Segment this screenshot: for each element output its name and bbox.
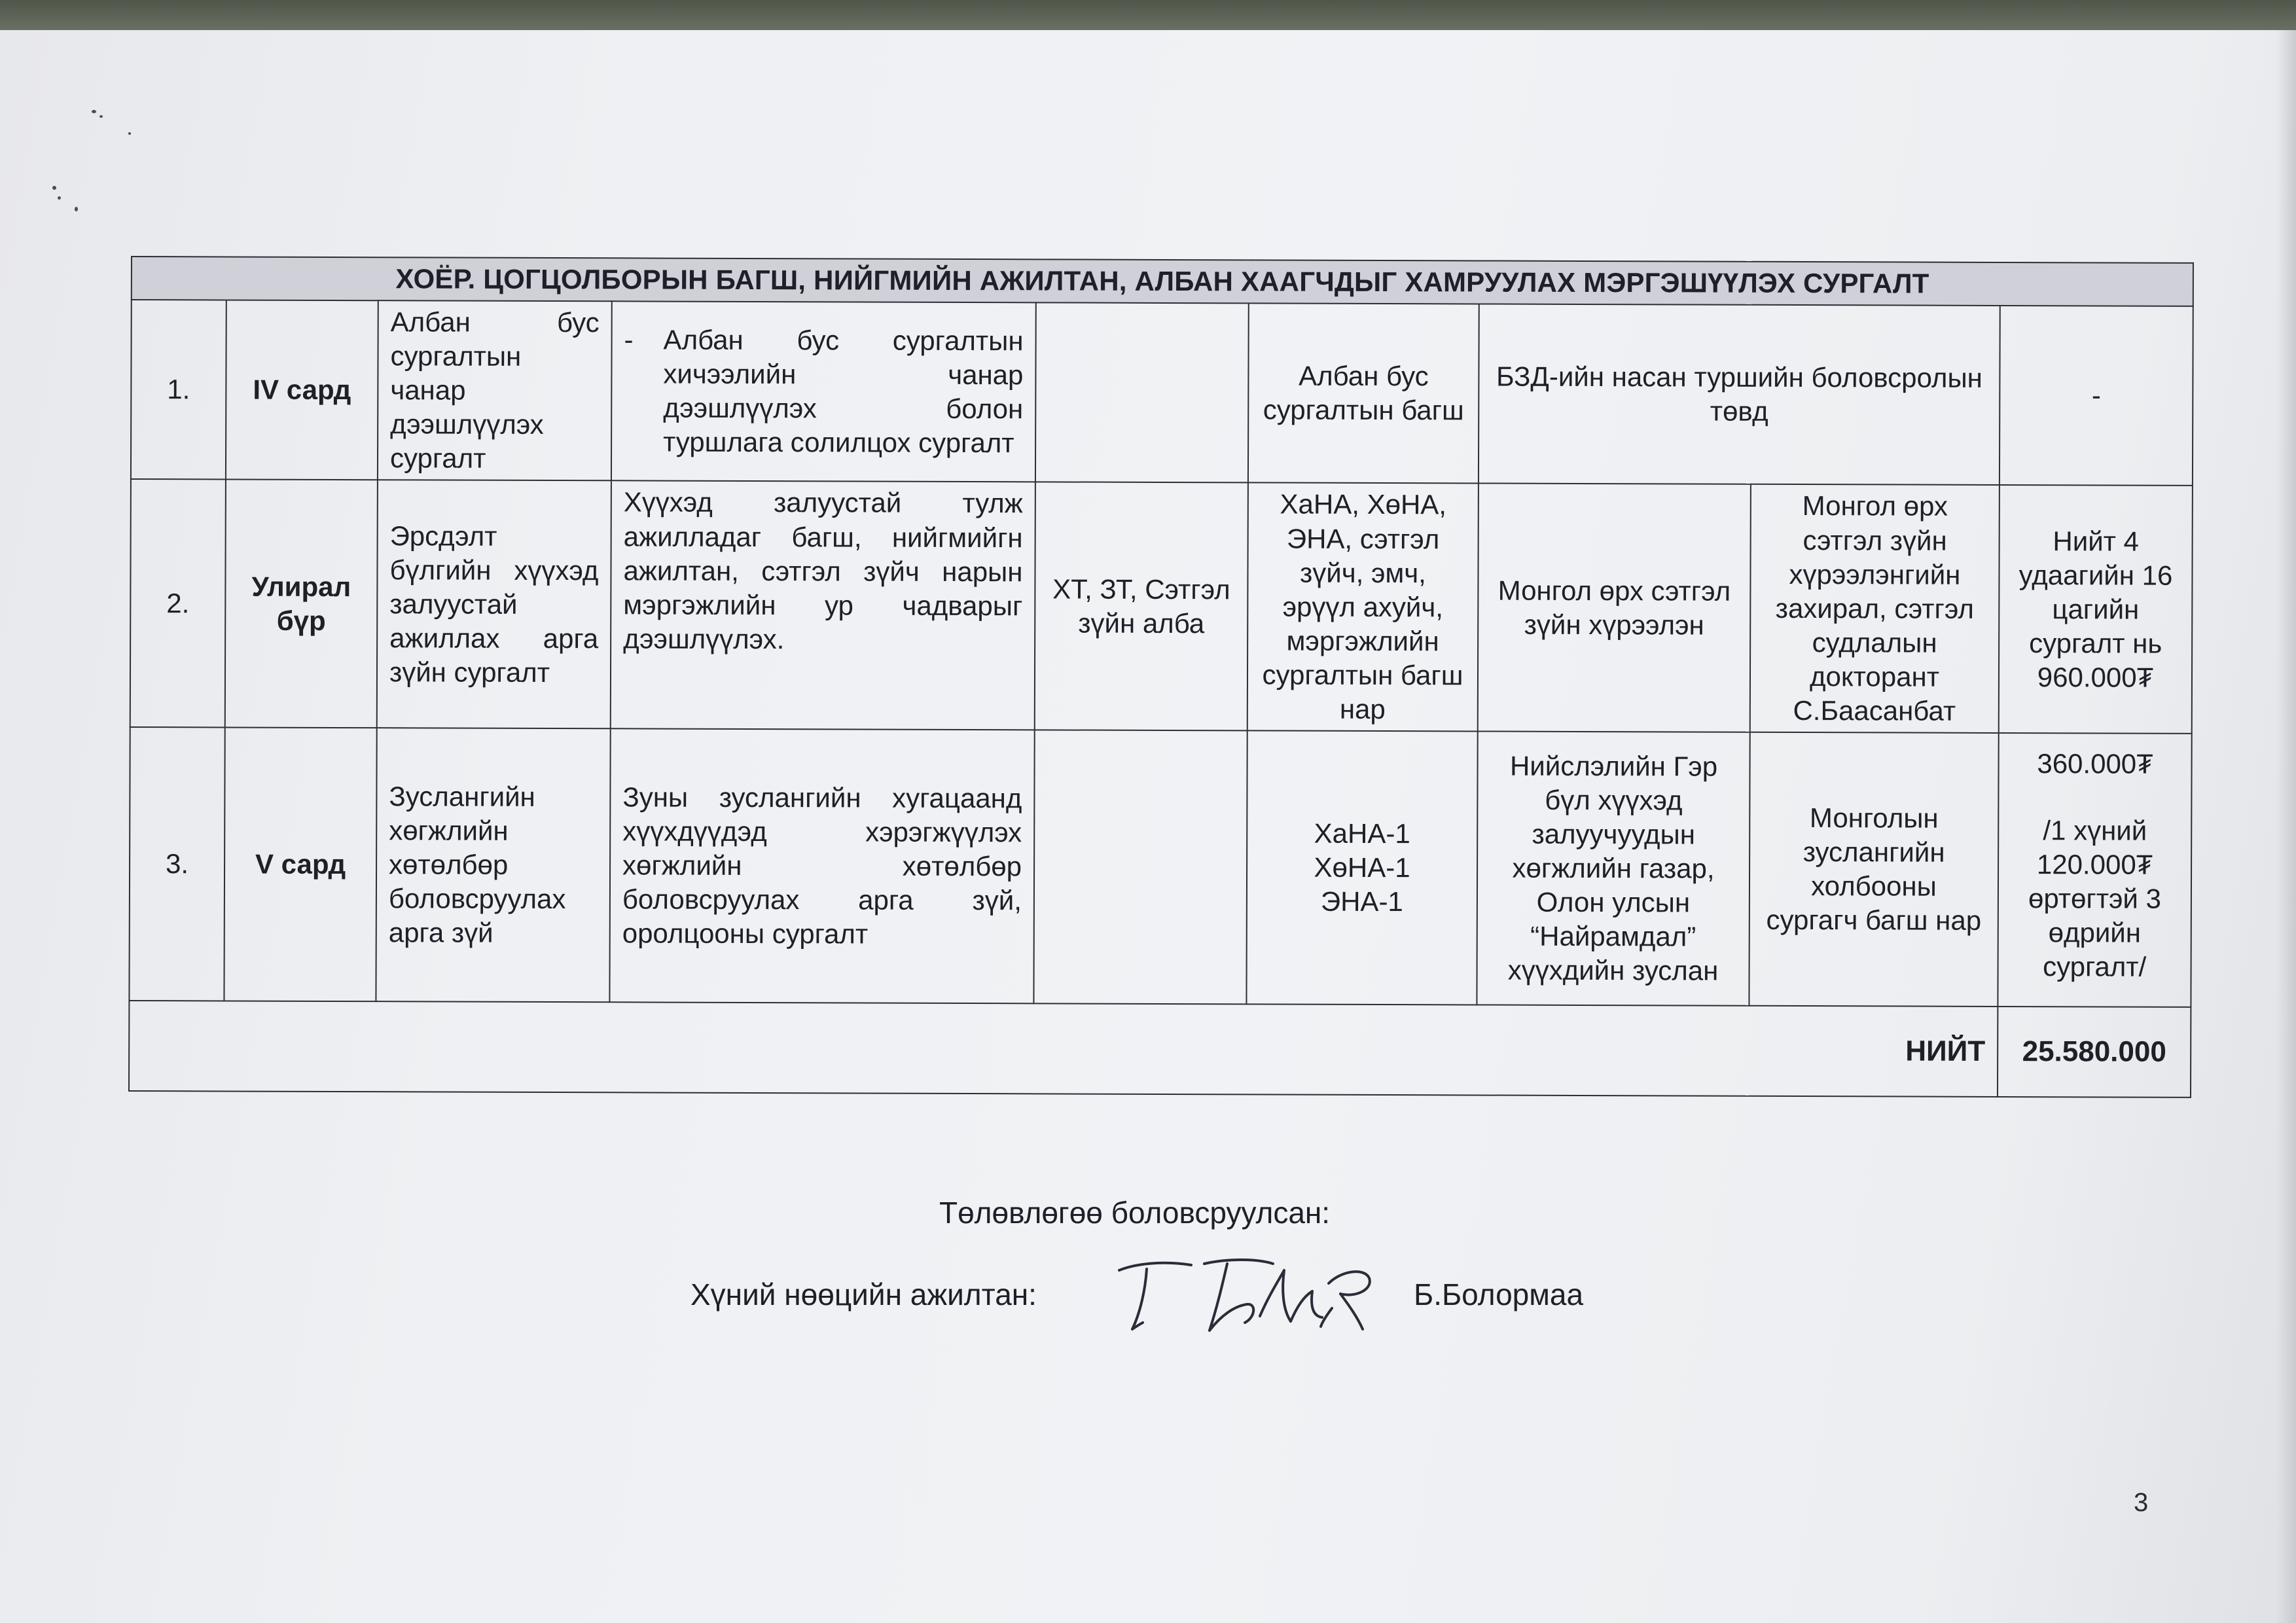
row-trainer: Монголын зуслангийн холбооны сургагч багш нар [1749, 732, 1998, 1007]
page-number: 3 [2134, 1488, 2149, 1517]
row-cost: Нийт 4 удаагийн 16 цагийн сургалт нь 960.000₮ [1999, 485, 2193, 733]
section-header-row [132, 257, 2193, 306]
document-page [0, 30, 2296, 1623]
row-location: Нийслэлийн Гэр бүл хүүхэд залуучуудын хөгжлийн газар, Олон улсын “Найрамдал” хүүхдийн зуслан [1477, 731, 1749, 1005]
row-number: 1. [131, 300, 226, 480]
section-title: ХОЁР. ЦОГЦОЛБОРЫН БАГШ, НИЙГМИЙН АЖИЛТАН, АЛБАН ХААГЧДЫГ ХАМРУУЛАХ МЭРГЭШҮҮЛЭХ СУРГАЛТ [132, 257, 2193, 306]
handwritten-signature [1106, 1244, 1381, 1342]
total-value: 25.580.000 [1998, 1007, 2191, 1097]
row-content-text: Албан бус сургалтын хичээлийн чанар дээшлүүлэх болон туршлага солилцох сургалт [663, 324, 1024, 459]
row-number: 3. [129, 727, 224, 1001]
signatory-name: Б.Болормаа [1414, 1277, 1584, 1311]
row-organizer: БЗД-ийн насан туршийн боловсролын төвд [1479, 304, 2000, 486]
row-participants [1246, 730, 1477, 1005]
page-edge-shadow [2276, 30, 2296, 1623]
row-trainer: Монгол өрх сэтгэл зүйн хүрээлэнгийн захирал, сэтгэл судлалын докторант С.Баасанбат [1750, 484, 2000, 733]
row-cost [1998, 733, 2191, 1007]
total-label: НИЙТ [129, 1001, 1998, 1097]
row-participant-group [1035, 302, 1249, 482]
cost-note: /1 хүний 120.000₮ өртөгтэй 3 өдрийн сургалт/ [2028, 815, 2162, 983]
row-cost: - [2000, 306, 2193, 486]
total-row [129, 1001, 2191, 1097]
row-participant-group [1033, 730, 1247, 1004]
cost-total: 360.000₮ [2037, 748, 2153, 779]
role-label: Хүний нөөцийн ажилтан: [691, 1277, 1037, 1311]
row-training-name: Албан бус сургалтын чанар дээшлүүлэх сургалт [378, 300, 612, 481]
participant-line: ХөНА-1 [1314, 851, 1410, 883]
table-row [130, 479, 2193, 733]
row-content: Хүүхэд залуустай тулж ажилладаг багш, нийгмийгн ажилтан, сэтгэл зүйч нарын мэргэжлийн ур чадварыг дээшлүүлэх. [611, 481, 1035, 730]
row-location: Монгол өрх сэтгэл зүйн хүрээлэн [1478, 484, 1751, 732]
scanner-edge [0, 0, 2296, 30]
row-content [611, 301, 1036, 482]
row-period: Улирал бүр [225, 480, 378, 728]
row-number: 2. [130, 479, 226, 727]
training-plan-table [128, 256, 2194, 1098]
row-content: Зуны зуслангийн хугацаанд хүүхдүүдэд хэрэгжүүлэх хөгжлийн хөтөлбөр боловсруулах арга зүй, оролцооны сургалт [609, 728, 1034, 1003]
bullet-dash: - [624, 324, 634, 355]
participant-line: ХаНА-1 [1314, 817, 1410, 849]
row-training-name: Эрсдэлт бүлгийн хүүхэд залуустай ажиллах арга зүйн сургалт [377, 480, 611, 729]
scan-specks [33, 69, 177, 240]
row-period: IV сард [226, 300, 378, 480]
row-participants: Албан бус сургалтын багш [1248, 303, 1479, 483]
table-row [129, 727, 2191, 1007]
row-participants: ХаНА, ХөНА, ЭНА, сэтгэл зүйч, эмч, эрүүл ахуйч, мэргэжлийн сургалтын багш нар [1247, 483, 1479, 732]
participant-line: ЭНА-1 [1320, 885, 1403, 918]
prepared-label: Төлөвлөгөө боловсруулсан: [939, 1196, 1331, 1230]
row-period: V сард [224, 727, 376, 1001]
row-participant-group: ХТ, ЗТ, Сэтгэл зүйн алба [1035, 482, 1248, 731]
row-training-name: Зуслангийн хөгжлийн хөтөлбөр боловсруулах арга зүй [376, 728, 610, 1002]
table-row [131, 300, 2193, 486]
